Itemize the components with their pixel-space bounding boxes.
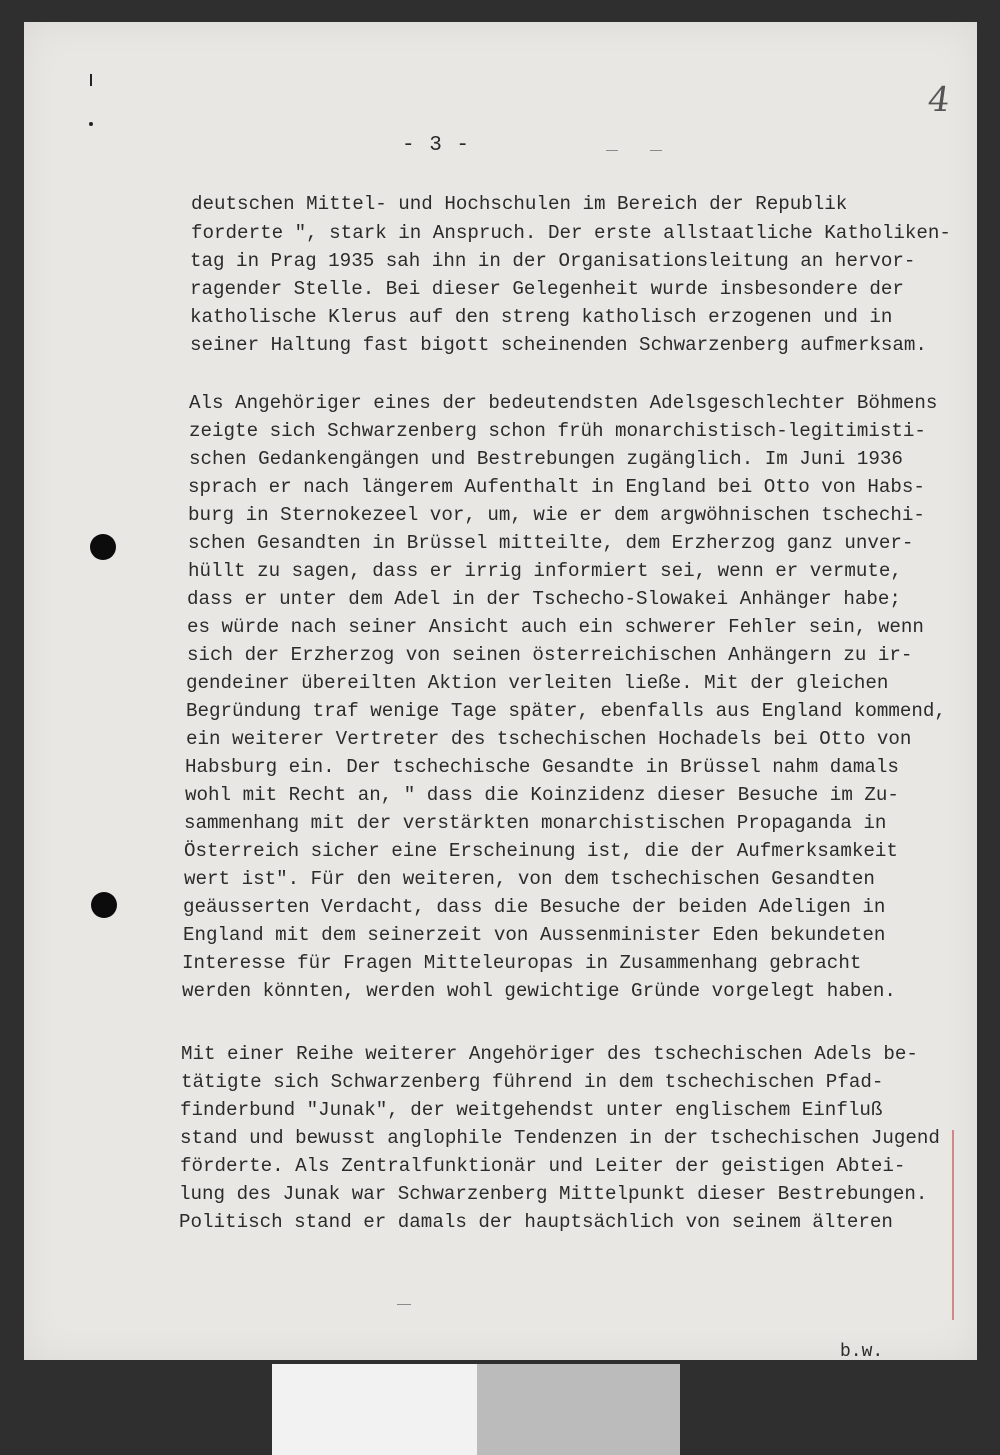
text-line: werden könnten, werden wohl gewichtige Gründe vorgelegt haben. bbox=[182, 980, 896, 1002]
faint-mark bbox=[650, 150, 662, 151]
footer-note: b.w. bbox=[840, 1342, 884, 1362]
faint-mark bbox=[606, 150, 618, 151]
text-line: förderte. Als Zentralfunktionär und Leiter der geistigen Abtei- bbox=[180, 1155, 906, 1177]
faint-mark bbox=[397, 1304, 411, 1305]
text-line: forderte ", stark in Anspruch. Der erste allstaatliche Katholiken- bbox=[191, 222, 951, 244]
text-line: hüllt zu sagen, dass er irrig informiert sei, wenn er vermute, bbox=[188, 560, 902, 582]
text-line: dass er unter dem Adel in der Tschecho-Slowakei Anhänger habe; bbox=[187, 588, 901, 610]
text-line: Mit einer Reihe weiterer Angehöriger des tschechischen Adels be- bbox=[181, 1043, 918, 1065]
ink-speck bbox=[90, 74, 92, 86]
punch-hole bbox=[91, 892, 117, 918]
text-line: Habsburg ein. Der tschechische Gesandte in Brüssel nahm damals bbox=[185, 756, 899, 778]
text-line: geäusserten Verdacht, dass die Besuche der beiden Adeligen in bbox=[183, 896, 886, 918]
text-line: tag in Prag 1935 sah ihn in der Organisationsleitung an hervor- bbox=[190, 250, 916, 272]
text-line: sich der Erzherzog von seinen österreichischen Anhängern zu ir- bbox=[187, 644, 913, 666]
text-line: deutschen Mittel- und Hochschulen im Bereich der Republik bbox=[191, 193, 848, 215]
text-line: ein weiterer Vertreter des tschechischen Hochadels bei Otto von bbox=[186, 728, 912, 750]
text-line: England mit dem seinerzeit von Aussenminister Eden bekundeten bbox=[183, 924, 886, 946]
text-line: sprach er nach längerem Aufenthalt in England bei Otto von Habs- bbox=[188, 476, 925, 498]
scan-border-white bbox=[272, 1364, 477, 1455]
text-line: wohl mit Recht an, " dass die Koinzidenz dieser Besuche im Zu- bbox=[185, 784, 899, 806]
text-line: Interesse für Fragen Mitteleuropas in Zusammenhang gebracht bbox=[182, 952, 862, 974]
text-line: Politisch stand er damals der hauptsächlich von seinem älteren bbox=[179, 1211, 893, 1233]
text-line: Österreich sicher eine Erscheinung ist, die der Aufmerksamkeit bbox=[184, 840, 898, 862]
page-number: - 3 - bbox=[402, 134, 471, 157]
document-page bbox=[24, 22, 977, 1360]
text-line: burg in Sternokezeel vor, um, wie er dem argwöhnischen tschechi- bbox=[188, 504, 925, 526]
text-line: tätigte sich Schwarzenberg führend in dem tschechischen Pfad- bbox=[181, 1071, 884, 1093]
scan-border-gray bbox=[477, 1364, 680, 1455]
text-line: schen Gedankengängen und Bestrebungen zugänglich. Im Juni 1936 bbox=[189, 448, 903, 470]
punch-hole bbox=[90, 534, 116, 560]
text-line: sammenhang mit der verstärkten monarchistischen Propaganda in bbox=[184, 812, 887, 834]
text-line: stand und bewusst anglophile Tendenzen in der tschechischen Jugend bbox=[180, 1127, 940, 1149]
text-line: ragender Stelle. Bei dieser Gelegenheit wurde insbesondere der bbox=[190, 278, 904, 300]
text-line: seiner Haltung fast bigott scheinenden Schwarzenberg aufmerksam. bbox=[190, 334, 927, 356]
text-line: schen Gesandten in Brüssel mitteilte, dem Erzherzog ganz unver- bbox=[188, 532, 914, 554]
red-margin-mark bbox=[952, 1130, 954, 1320]
text-line: lung des Junak war Schwarzenberg Mittelpunkt dieser Bestrebungen. bbox=[179, 1183, 928, 1205]
ink-speck bbox=[89, 122, 93, 126]
text-line: es würde nach seiner Ansicht auch ein schwerer Fehler sein, wenn bbox=[187, 616, 924, 638]
text-line: zeigte sich Schwarzenberg schon früh monarchistisch-legitimisti- bbox=[189, 420, 926, 442]
text-line: Begründung traf wenige Tage später, ebenfalls aus England kommend, bbox=[186, 700, 946, 722]
text-line: Als Angehöriger eines der bedeutendsten Adelsgeschlechter Böhmens bbox=[189, 392, 938, 414]
archive-page-number: 4 bbox=[925, 80, 953, 120]
text-line: gendeiner übereilten Aktion verleiten ließe. Mit der gleichen bbox=[186, 672, 889, 694]
text-line: wert ist". Für den weiteren, von dem tschechischen Gesandten bbox=[184, 868, 875, 890]
text-line: finderbund "Junak", der weitgehendst unter englischem Einfluß bbox=[180, 1099, 883, 1121]
text-line: katholische Klerus auf den streng katholisch erzogenen und in bbox=[190, 306, 893, 328]
